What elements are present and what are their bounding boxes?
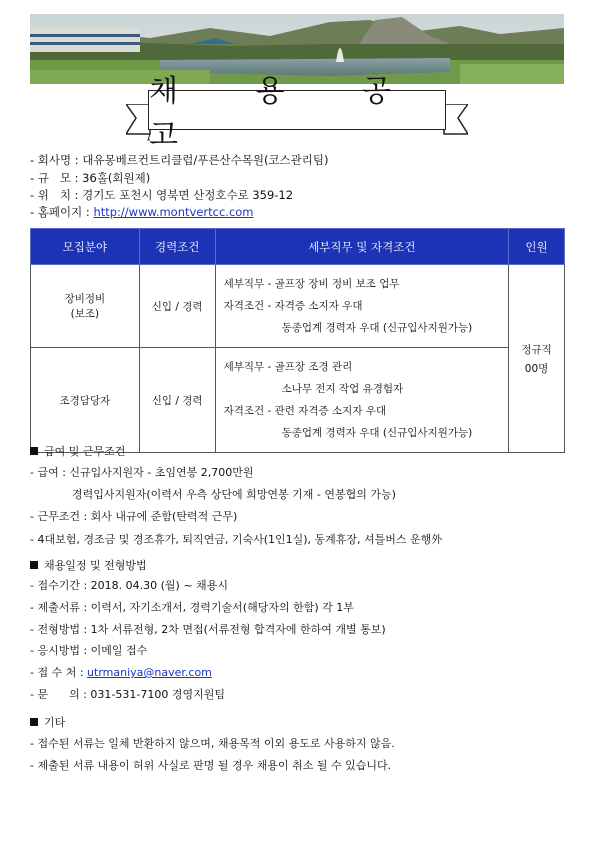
job-openings-table <box>30 228 565 453</box>
homepage-colon: : <box>85 205 94 219</box>
etc-section-title <box>30 716 65 730</box>
schedule-line: - 접수기간 : 2018. 04.30 (월) ~ 채용시 <box>30 579 228 592</box>
email-line <box>30 666 212 680</box>
contact-line: - 문 의 : 031-531-7100 경영지원팀 <box>30 688 225 701</box>
headcount-value: 00명 <box>524 362 549 375</box>
table-header-row <box>31 229 565 265</box>
etc-line: - 제출된 서류 내용이 허위 사실로 판명 될 경우 채용이 취소 될 수 있습니다. <box>30 759 392 772</box>
headcount-cell <box>509 265 565 453</box>
company-size-value: : 36홀(회원제) <box>74 171 151 185</box>
salary-section-title <box>30 445 125 459</box>
company-name-line <box>30 153 328 167</box>
table-row <box>31 265 565 348</box>
company-location-line <box>30 188 293 202</box>
section-title-text: 채용일정 및 전형방법 <box>44 559 147 572</box>
header-detail: 세부직무 및 자격조건 <box>215 229 508 265</box>
company-location-value: : 경기도 포천시 영북면 산정호수로 359-12 <box>74 188 294 202</box>
field-subname: (보조) <box>70 308 100 320</box>
homepage-label: - 홈페이지 <box>30 205 83 219</box>
header-career: 경력조건 <box>139 229 215 265</box>
company-location-label: - 위 치 <box>30 188 71 202</box>
detail-line: 자격조건 - 관련 자격증 소지자 우대 <box>223 405 387 417</box>
email-label: - 접 수 처 : <box>30 666 84 679</box>
detail-line: 소나무 전지 작업 유경험자 <box>281 383 404 395</box>
title-banner <box>148 74 446 153</box>
company-name-label: - 회사명 <box>30 153 72 167</box>
square-bullet-icon <box>30 561 38 569</box>
schedule-line: - 제출서류 : 이력서, 자기소개서, 경력기술서(해당자의 한함) 각 1부 <box>30 601 354 614</box>
benefits-line: - 4대보험, 경조금 및 경조휴가, 퇴직연금, 기숙사(1인1실), 동계휴장, 셔틀버스 운행外 <box>30 533 443 546</box>
title-box <box>148 74 446 153</box>
company-size-line <box>30 171 150 185</box>
email-link[interactable]: utrmaniya@naver.com <box>87 666 212 679</box>
header-field: 모집분야 <box>31 229 140 265</box>
work-condition-line: - 근무조건 : 회사 내규에 준함(탄력적 근무) <box>30 510 238 523</box>
detail-line: 동종업계 경력자 우대 (신규입사지원가능) <box>281 427 473 439</box>
square-bullet-icon <box>30 447 38 455</box>
company-size-label: - 규 모 <box>30 171 71 185</box>
section-title-text: 급여 및 근무조건 <box>44 445 126 458</box>
salary-line: - 급여 : 신규입사지원자 - 초임연봉 2,700만원 <box>30 466 254 479</box>
header-headcount: 인원 <box>509 229 565 265</box>
career-cell: 신입 / 경력 <box>139 265 215 348</box>
detail-line: 세부직무 - 골프장 조경 관리 <box>223 361 353 373</box>
section-title-text: 기타 <box>44 716 66 729</box>
company-name-value: : 대유몽베르컨트리클럽/푸른산수목원(코스관리팀) <box>74 153 329 167</box>
schedule-line: - 응시방법 : 이메일 접수 <box>30 644 148 657</box>
square-bullet-icon <box>30 718 38 726</box>
career-cell: 신입 / 경력 <box>139 348 215 453</box>
field-name: 장비정비 <box>64 293 106 305</box>
detail-line: 동종업계 경력자 우대 (신규입사지원가능) <box>281 322 473 334</box>
detail-line: 자격조건 - 자격증 소지자 우대 <box>223 300 363 312</box>
homepage-link[interactable]: http://www.montvertcc.com <box>93 205 254 219</box>
salary-experienced-line: 경력입사지원자(이력서 우측 상단에 희망연봉 기재 - 연봉협의 가능) <box>72 488 396 501</box>
detail-cell <box>215 265 508 348</box>
field-cell: 조경담당자 <box>31 348 140 453</box>
detail-cell <box>215 348 508 453</box>
field-cell <box>31 265 140 348</box>
etc-line: - 접수된 서류는 일체 반환하지 않으며, 채용목적 이외 용도로 사용하지 않음. <box>30 737 395 750</box>
detail-line: 세부직무 - 골프장 장비 정비 보조 업무 <box>223 278 400 290</box>
schedule-section-title <box>30 559 147 573</box>
page-title: 채 용 공 고 <box>149 74 426 153</box>
headcount-type: 정규직 <box>521 343 552 356</box>
company-homepage-line <box>30 205 254 219</box>
table-row <box>31 348 565 453</box>
schedule-line: - 전형방법 : 1차 서류전형, 2차 면접(서류전형 합격자에 한하여 개별 통보) <box>30 623 386 636</box>
